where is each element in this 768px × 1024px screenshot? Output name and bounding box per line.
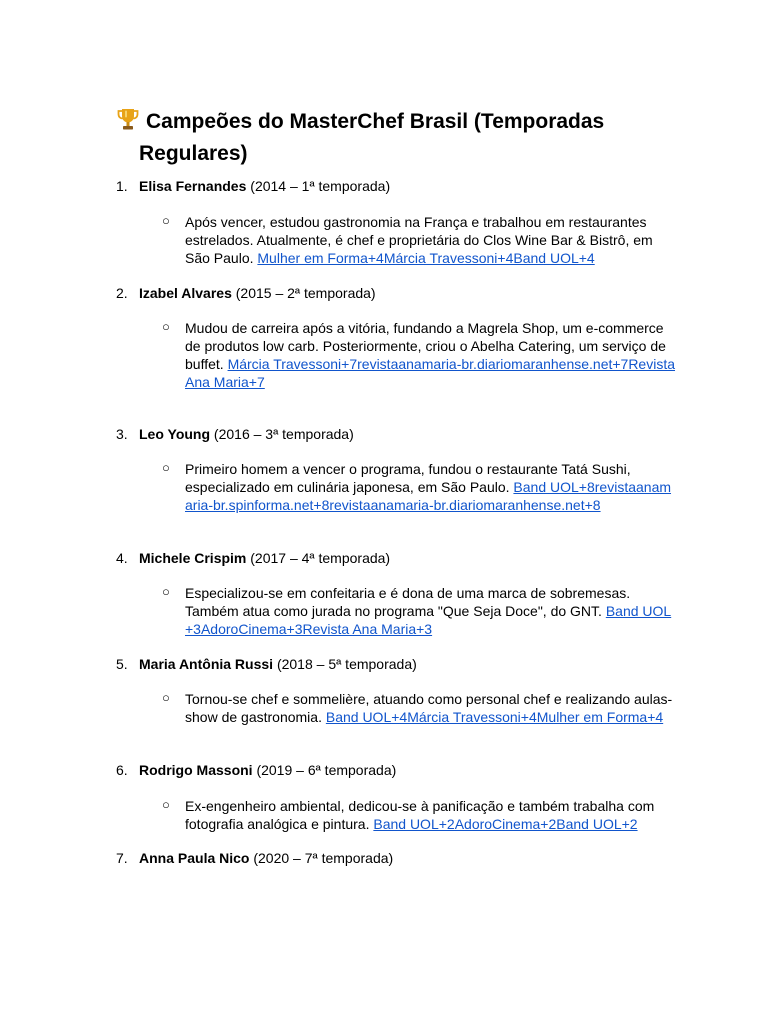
description-text: Após vencer, estudou gastronomia na França e trabalhou em restaurantes estrelados. Atualmente, é chef e proprietária do Clos Wine Bar & Bistrô, em São Paulo. (185, 214, 653, 266)
champion-season: (2015 – 2ª temporada) (231, 285, 376, 301)
champion-name: Elisa Fernandes (139, 178, 247, 194)
trophy-icon (116, 107, 140, 139)
champion-season: (2017 – 4ª temporada) (246, 550, 391, 566)
bullet-icon: ○ (162, 213, 170, 228)
list-number: 1. (116, 178, 128, 194)
champion-heading (116, 849, 393, 867)
source-link[interactable]: Band UOL+8revistaanamaria-br.spinforma.net+8revistaanamaria-br.diariomaranhense.net+8 (185, 479, 672, 513)
champion-description (185, 690, 677, 726)
title-line-1: Campeões do MasterChef Brasil (Temporadas (146, 110, 605, 133)
source-link[interactable]: Mulher em Forma+4Márcia Travessoni+4Band UOL+4 (257, 250, 595, 266)
description-text: Tornou-se chef e sommelière, atuando como personal chef e realizando aulas-show de gastronomia. (185, 691, 673, 725)
champion-name: Michele Crispim (139, 550, 247, 566)
champion-season: (2014 – 1ª temporada) (246, 178, 391, 194)
champion-name: Rodrigo Massoni (139, 762, 253, 778)
page-title (116, 107, 676, 168)
source-link[interactable]: Band UOL+4Márcia Travessoni+4Mulher em Forma+4 (325, 709, 664, 725)
bullet-icon: ○ (162, 584, 170, 599)
champion-description (185, 460, 677, 514)
source-link[interactable]: Márcia Travessoni+7revistaanamaria-br.diariomaranhense.net+7Revista Ana Maria+7 (185, 356, 676, 390)
champion-heading (116, 177, 390, 195)
champion-heading (116, 655, 417, 673)
bullet-icon: ○ (162, 797, 170, 812)
source-link[interactable]: Band UOL+2AdoroCinema+2Band UOL+2 (373, 816, 638, 832)
champion-heading (116, 549, 390, 567)
list-number: 3. (116, 426, 128, 442)
description-text: Primeiro homem a vencer o programa, fundou o restaurante Tatá Sushi, especializado em culinária japonesa, em São Paulo. (185, 461, 631, 495)
champion-name: Leo Young (139, 426, 211, 442)
source-link[interactable]: Band UOL+3AdoroCinema+3Revista Ana Maria+3 (185, 603, 672, 637)
champion-name: Anna Paula Nico (139, 850, 250, 866)
champion-description (185, 797, 677, 833)
bullet-icon: ○ (162, 690, 170, 705)
champion-description (185, 584, 677, 638)
bullet-icon: ○ (162, 319, 170, 334)
bullet-icon: ○ (162, 460, 170, 475)
champion-description (185, 319, 677, 391)
champion-name: Maria Antônia Russi (139, 656, 274, 672)
champion-description (185, 213, 677, 267)
description-text: Ex-engenheiro ambiental, dedicou-se à panificação e também trabalha com fotografia analógica e pintura. (185, 798, 655, 832)
champion-heading (116, 284, 376, 302)
list-number: 4. (116, 550, 128, 566)
champion-season: (2019 – 6ª temporada) (252, 762, 397, 778)
description-text: Especializou-se em confeitaria e é dona de uma marca de sobremesas. Também atua como jurada no programa "Que Seja Doce", do GNT. (185, 585, 631, 619)
description-text: Mudou de carreira após a vitória, fundando a Magrela Shop, um e-commerce de produtos low carb. Posteriormente, criou o Abelha Catering, um serviço de buffet. (185, 320, 666, 372)
champion-heading (116, 425, 354, 443)
champion-season: (2016 – 3ª temporada) (210, 426, 354, 442)
list-number: 2. (116, 285, 128, 301)
champion-season: (2018 – 5ª temporada) (273, 656, 417, 672)
champion-name: Izabel Alvares (139, 285, 232, 301)
title-line-2: Regulares) (139, 142, 248, 165)
champion-heading (116, 761, 396, 779)
list-number: 7. (116, 850, 128, 866)
champion-season: (2020 – 7ª temporada) (249, 850, 394, 866)
list-number: 6. (116, 762, 128, 778)
list-number: 5. (116, 656, 128, 672)
